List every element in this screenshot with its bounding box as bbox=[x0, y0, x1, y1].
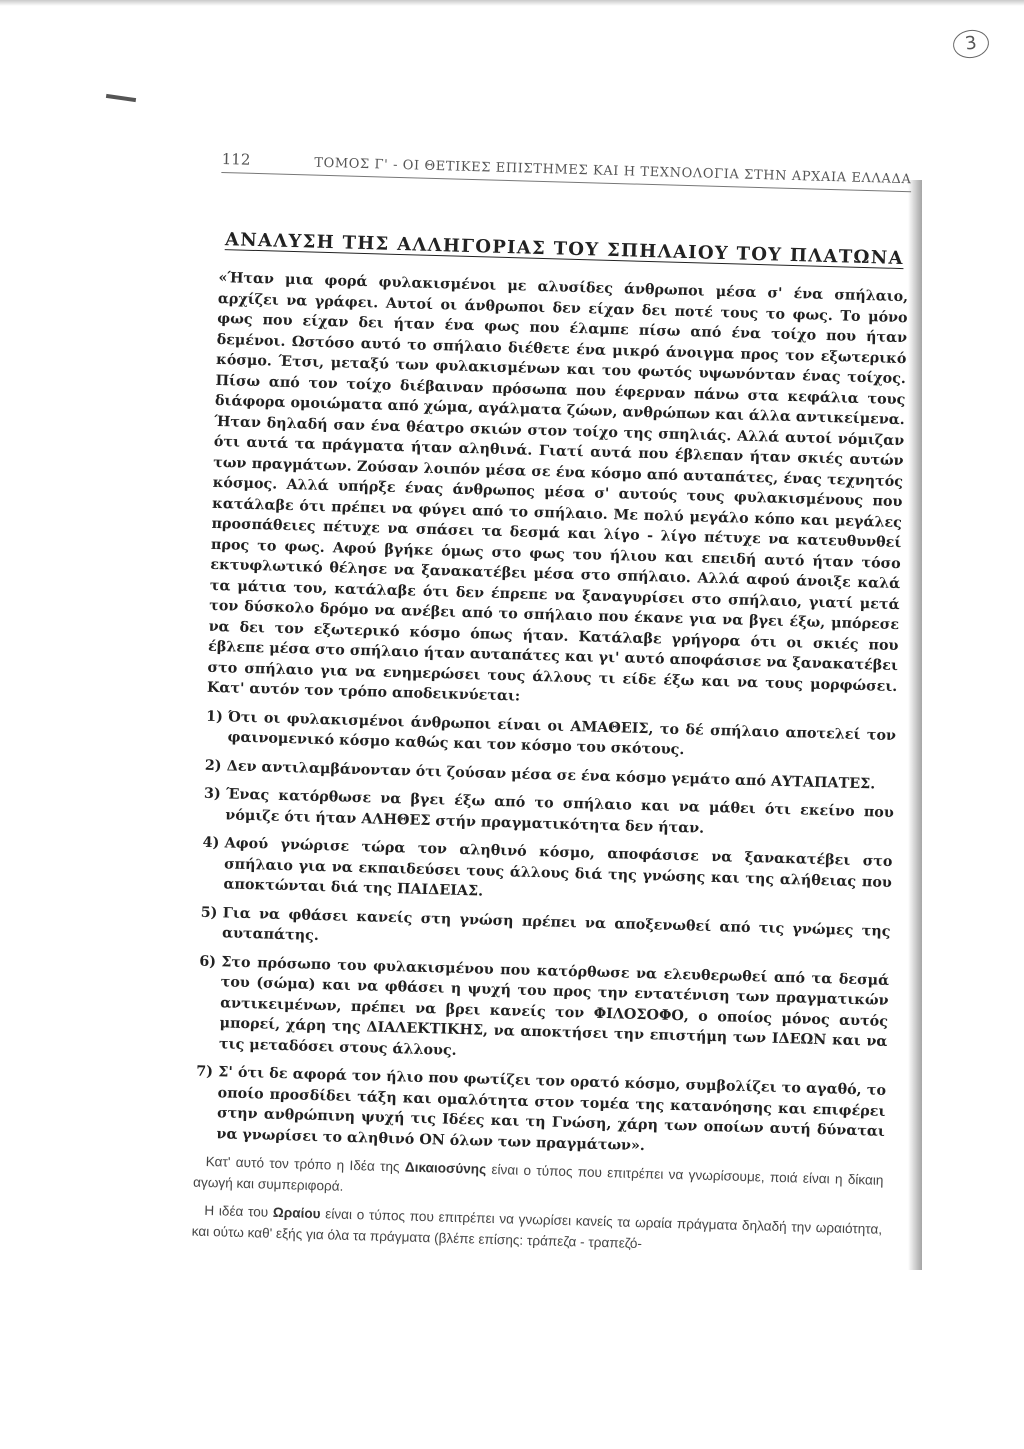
list-item bbox=[201, 833, 892, 914]
page-number: 112 bbox=[221, 150, 251, 169]
list-item-number: 7) bbox=[196, 1063, 214, 1081]
running-header bbox=[221, 150, 911, 192]
list-item-number: 5) bbox=[200, 904, 218, 921]
list-item-text: Στο πρόσωπο του φυλακισμένου που κατόρθωσε να ελευθερωθεί από τα δεσμά του (σώμα) και να φθάσει η ψυχή του προς την εντατένιση των πραγματικών αντικειμένων, πρέπει να βρει κανείς τον ΦΙΛΟΣΟΦΟ, ο οποίος μόνος αυτός μπορεί, χάρη της ΔΙΑΛΕΚΤΙΚΗΣ, να αποκτήσει την επιστήμη των ΙΔΕΩΝ και να τις μεταδόσει στους άλλους. bbox=[218, 953, 890, 1059]
term-beauty: Ωραίου bbox=[272, 1204, 321, 1222]
list-item-text: Δεν αντιλαμβάνονταν ότι ζούσαν μέσα σε ένα κόσμο γεμάτο από ΑΥΤΑΠΑΤΕΣ. bbox=[226, 757, 876, 792]
list-item-number: 6) bbox=[199, 953, 217, 970]
list-item bbox=[194, 1062, 886, 1163]
list-item-number: 1) bbox=[205, 708, 224, 725]
list-item-text: Για να φθάσει κανείς στη γνώση πρέπει να αποξενωθεί από τις γνώμες της αυταπάτης. bbox=[221, 904, 891, 945]
term-justice: Δικαιοσύνης bbox=[404, 1159, 487, 1177]
quote-paragraph: «Ήταν μια φορά φυλακισμένοι με αλυσίδες άνθρωποι μέσα σ' ένα σπήλαιο, αρχίζει να γράφει. Αυτοί οι άνθρωποι δεν είχαν δει ποτέ τους το φως. Το μόνο φως που είχαν δει ήταν ένα φως που έλαμπε πίσω από ένα τοίχο που ήταν δεμένοι. Ωστόσο αυτό το σπήλαιο διέθετε ένα μικρό άνοιγμα προς τον εξωτερικό κόσμο. Έτσι, μεταξύ των φυλακισμένων και του φωτός υψωνόνταν ένας τοίχος. Πίσω από τον τοίχο διέβαιναν πρόσωπα που έφερναν πάνω στα κεφάλια τους διάφορα ομοιώματα από χώμα, αγάλματα ζώων, ανθρώπων και άλλα αντικείμενα. Ήταν δηλαδή σαν ένα θέατρο σκιών στον τοίχο της σπηλιάς. Αλλά αυτοί νόμιζαν ότι αυτά τα πράγματα ήταν αληθινά. Γιατί αυτά που έβλεπαν ήταν σκιές αυτών των πραγμάτων. Ζούσαν λοιπόν μέσα σε ένα κόσμο από αυταπάτες, ένας τεχνητός κόσμος. Αλλά υπήρξε ένας άνθρωπος μέσα σ' αυτούς τους φυλακισμένους που κατάλαβε ότι πρέπει να φύγει από το σπήλαιο. Με πολύ μεγάλο κόπο και μεγάλες προσπάθειες πέτυχε να σπάσει τα δεσμά και λίγο - λίγο πέτυχε να κατευθυνθεί προς το φως. Αφού βγήκε όμως στο φως του ήλιου και επειδή αυτό ήταν τόσο εκτυφλωτικό θέλησε να ξανακατέβει μέσα στο σπήλαιο. Αλλά αφού άνοιξε καλά τα μάτια του, κατάλαβε ότι δεν έπρεπε να ξαναγυρίσει στο σπήλαιο, γιατί μετά τον δύσκολο δρόμο να ανέβει από το σπήλαιο που έκανε για να βγει έξω, μπόρεσε να δει τον εξωτερικό κόσμο όπως ήταν. Κατάλαβε γρήγορα ότι οι σκιές που έβλεπε μέσα στο σπήλαιο ήταν αυταπάτες και γι' αυτό αποφάσισε να ξανακατέβει στο σπήλαιο για να ενημερώσει τους άλλους τι είδε έξω και να τους μορφώσει. Κατ' αυτόν τον τρόπο αποδεικνύεται: bbox=[206, 269, 909, 705]
header-title: ΤΟΜΟΣ Γ' - ΟΙ ΘΕΤΙΚΕΣ ΕΠΙΣΤΗΜΕΣ ΚΑΙ Η ΤΕΧΝΟΛΟΓΙΑ ΣΤΗΝ ΑΡΧΑΙΑ ΕΛΛΑΔΑ bbox=[314, 155, 912, 188]
scan-shadow-top bbox=[0, 0, 1024, 6]
list-item-number: 4) bbox=[202, 834, 220, 852]
paragraph-text: είναι ο τύπος που επιτρέπει να γνωρίσουμε, ποιά είναι η δίκαιη αγωγή και συμπεριφορά. bbox=[192, 1161, 884, 1194]
list-item-number: 3) bbox=[203, 785, 221, 803]
paragraph-text: Η ιδέα του bbox=[204, 1202, 274, 1220]
list-item-text: Ένας κατόρθωσε να βγει έξω από το σπήλαιο και να μάθει ότι εκείνο που νόμιζε ότι ήταν ΑΛΗΘΕΣ στήν πραγματικότητα δεν ήταν. bbox=[225, 786, 894, 837]
scan-corner-mark bbox=[106, 94, 136, 102]
points-list bbox=[194, 706, 896, 1163]
page-stamp: 3 bbox=[951, 28, 991, 61]
list-item-text: Αφού γνώρισε τώρα τον αληθινό κόσμο, αποφάσισε να ξανακατέβει στο σπήλαιο για να εκπαιδεύσει τους άλλους διά της γνώσης και της αλήθειας που αποκτώνται διά της ΠΑΙΔΕΙΑΣ. bbox=[223, 835, 893, 900]
list-item-text: Σ' ότι δε αφορά τον ήλιο που φωτίζει τον ορατό κόσμο, συμβολίζει το αγαθό, το οποίο προσδίδει τάξη και ομαλότητα στον τομέα της κατανόησης και επιφέρει στην ανθρώπινη ψυχή τις Ιδέες και τη Γνώση, χάρη των οποίων αυτή δύναται να γνωρίσει το αληθινό ΟΝ όλων των πραγμάτων». bbox=[216, 1064, 887, 1154]
list-item-text: Ότι οι φυλακισμένοι άνθρωποι είναι οι ΑΜΑΘΕΙΣ, το δέ σπήλαιο αποτελεί τον φαινομενικό κόσμο καθώς και τον κόσμο του σκότους. bbox=[227, 708, 897, 759]
scan-shadow-right bbox=[908, 180, 922, 1270]
list-item bbox=[197, 951, 890, 1073]
list-item-number: 2) bbox=[204, 757, 222, 774]
paragraph-text: είναι ο τύπος που επιτρέπει να γνωρίσει κανείς τα ωραία πράγματα δηλαδή την ωραιότητα, και ούτω καθ' εξής για όλα τα πράγματα (βλέπε επίσης: τράπεζα - τραπεζό- bbox=[191, 1206, 883, 1251]
paragraph-text: Κατ' αυτό τον τρόπο η Ιδέα της bbox=[205, 1153, 406, 1175]
section-title: ΑΝΑΛΥΣΗ ΤΗΣ ΑΛΛΗΓΟΡΙΑΣ ΤΟΥ ΣΠΗΛΑΙΟΥ ΤΟΥ ΠΛΑΤΩΝΑ bbox=[224, 229, 905, 270]
beauty-paragraph bbox=[192, 1201, 883, 1261]
book-page bbox=[192, 150, 912, 1261]
